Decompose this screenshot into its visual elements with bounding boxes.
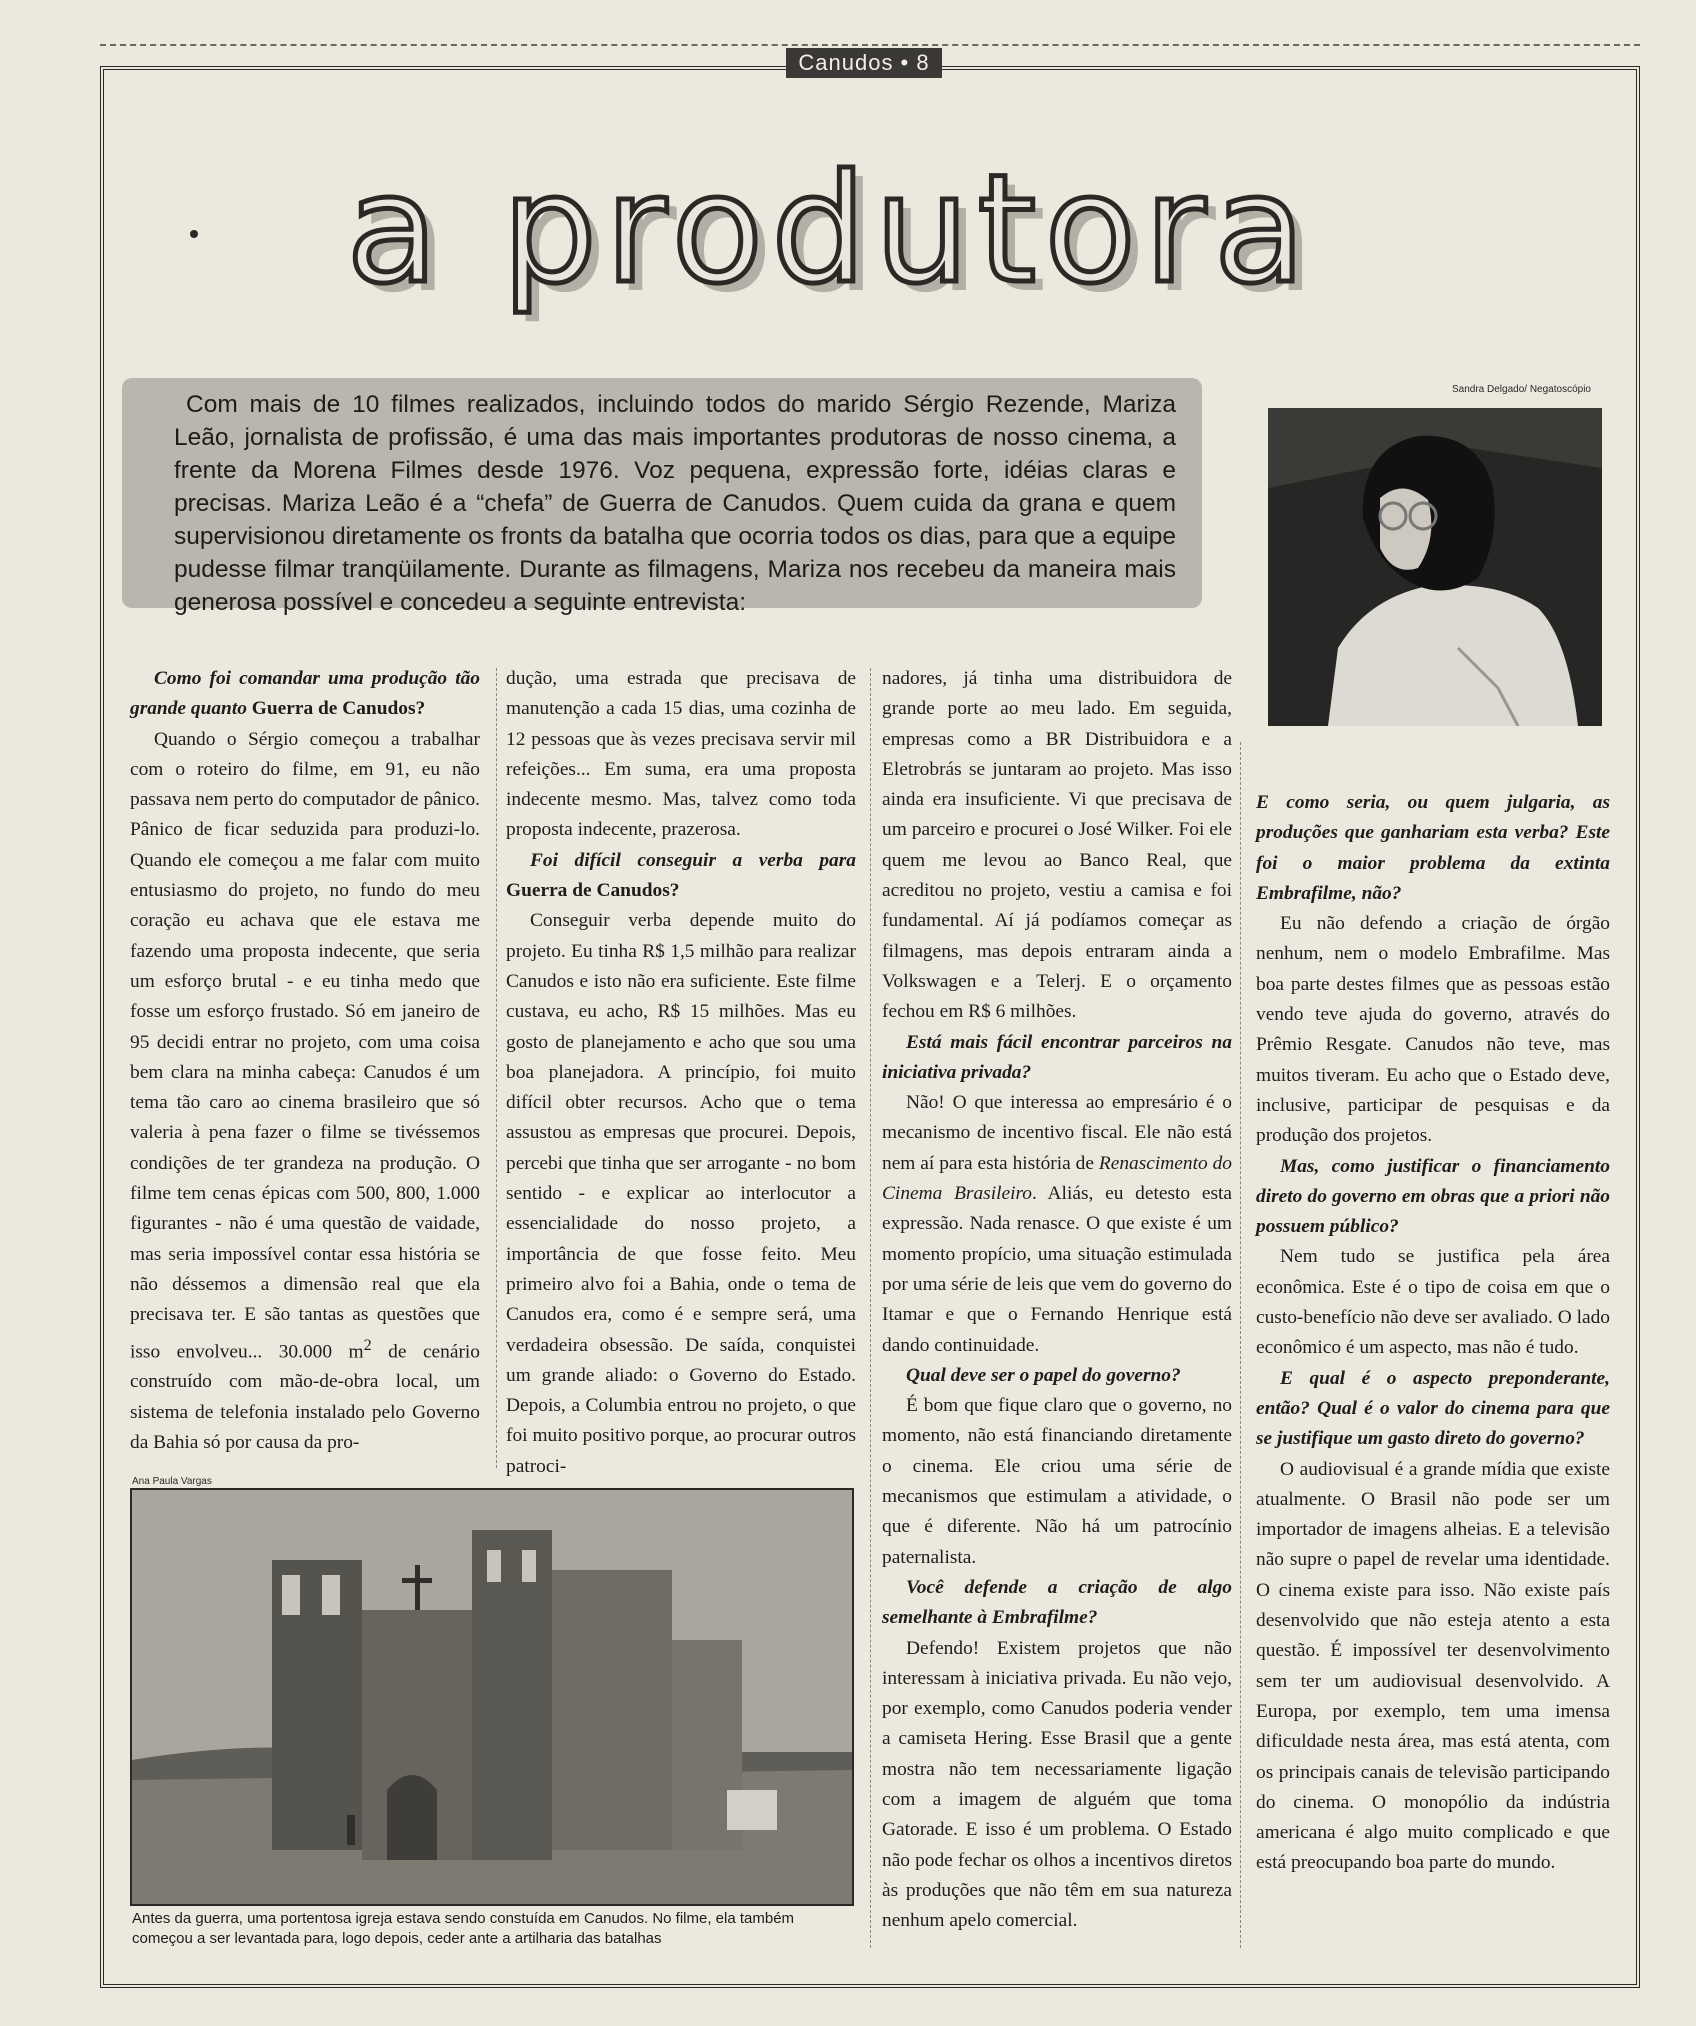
interview-column-1 (130, 664, 480, 1458)
interview-question: Você defende a criação de algo semelhante à Embrafilme? (882, 1576, 1232, 1629)
interview-answer (130, 725, 480, 1459)
top-dashed-rule (100, 44, 1640, 46)
interview-answer (882, 1088, 1232, 1361)
interview-column-4 (1256, 788, 1610, 1879)
church-photo-credit: Ana Paula Vargas (132, 1476, 212, 1487)
interview-answer: Defendo! Existem projetos que não interessam à iniciativa privada. Eu não vejo, por exemplo, como Canudos poderia vender a camiseta Hering. Esse Brasil que a gente mostra não tem necessariamente ligação com a imagem de alguém que toma Gatorade. E isso é um problema. O Estado não pode fechar os olhos a incentivos diretos às produções que não têm em sua natureza nenhum apelo comercial. (882, 1637, 1232, 1932)
question-text: Foi difícil conseguir a verba para (530, 849, 856, 871)
interview-column-2 (506, 664, 856, 1482)
headline (150, 130, 1510, 340)
interview-answer: Eu não defendo a criação de órgão nenhum, nem o modelo Embrafilme. Mas boa parte destes filmes que as pessoas estão vendo teve ajuda do governo, através do Prêmio Resgate. Canudos não teve, mas muitos tiveram. Eu acho que o Estado deve, inclusive, participar de pesquisas e da produção dos projetos. (1256, 913, 1610, 1147)
interview-answer: É bom que fique claro que o governo, no momento, não está financiando diretamente o cinema. Ele criou uma série de mecanismos que estimulam a atividade, o que é diferente. Não há um patrocínio paternalista. (882, 1395, 1232, 1568)
column-divider-2 (870, 668, 871, 1948)
church-photo (130, 1488, 854, 1906)
portrait-credit: Sandra Delgado/ Negatoscópio (1452, 384, 1591, 395)
interview-question: Qual deve ser o papel do governo? (906, 1364, 1181, 1386)
question-film-title: Guerra de Canudos? (251, 698, 426, 720)
intro-box (122, 378, 1202, 616)
column-divider-1 (496, 668, 497, 1468)
interview-answer: Conseguir verba depende muito do projeto. Eu tinha R$ 1,5 milhão para realizar Canudos e isto não era suficiente. Este filme custava, eu acho, R$ 15 milhões. Mas eu gosto de planejamento e acho que sou uma boa planejadora. A princípio, foi muito difícil obter recursos. Acho que o tema assustou as empresas que procurei. Depois, percebi que tinha que ser arrogante - no bom sentido - e explicar ao interlocutor a essencialidade do nosso projeto, a importância de que fosse feito. Meu primeiro alvo foi a Bahia, onde o tema de Canudos era, como é e sempre será, uma verdadeira obsessão. De saída, conquistei um grande aliado: o Governo do Estado. Depois, a Columbia entrou no projeto, o que foi muito positivo porque, ao procurar outros patroci- (506, 910, 856, 1477)
answer-text: Não! O que interessa ao empresário é o mecanismo de incentivo fiscal. Ele não está nem aí para esta história de (882, 1092, 1232, 1174)
superscript: 2 (363, 1336, 372, 1354)
interview-column-3 (882, 664, 1232, 1936)
answer-text: Quando o Sérgio começou a trabalhar com o roteiro do filme, em 91, eu não passava nem perto do computador de pânico. Pânico de ficar seduzida para produzi-lo. Quando ele começou a me falar com muito entusiasmo do projeto, no fundo do meu coração eu achava que ele estava me fazendo uma proposta indecente, que seria um esforço brutal - e eu tinha medo que fosse um esforço frustado. Só em janeiro de 95 decidi entrar no projeto, com uma coisa bem clara na minha cabeça: Canudos é um tema tão caro ao cinema brasileiro que só valeria à pena fazer o filme se tivéssemos condições de ter grandeza na produção. O filme tem cenas épicas com 500, 800, 1.000 figurantes - não é uma questão de vaidade, mas seria impossível contar essa história se não déssemos a dimensão real que ela precisava ter. E são tantas as questões que isso envolveu... 30.000 m (130, 728, 480, 1362)
interview-question: Mas, como justificar o financiamento direto do governo em obras que a priori não possuem público? (1256, 1155, 1610, 1238)
interview-question: E como seria, ou quem julgaria, as produções que ganhariam esta verba? Este foi o maior problema da extinta Embrafilme, não? (1256, 792, 1610, 904)
section-page-tab: Canudos • 8 (786, 48, 942, 78)
portrait-image (1268, 408, 1602, 726)
interview-answer: O audiovisual é a grande mídia que existe atualmente. O Brasil não pode ser um importador de imagens alheias. E a televisão não supre o papel de revelar uma identidade. O cinema existe para isso. Não existe país desenvolvido que não esteja atento a esta questão. É impossível ter desenvolvimento sem ter um audiovisual desenvolvido. A Europa, por exemplo, tem uma imensa dificuldade nesta área, mas está atenta, com os principais canais de televisão participando do cinema. O monopólio da indústria americana é algo muito complicado e que está preocupando boa parte do mundo. (1256, 1458, 1610, 1874)
portrait-photo (1268, 408, 1602, 726)
interview-question: Está mais fácil encontrar parceiros na iniciativa privada? (882, 1031, 1232, 1083)
answer-text: de cenário construído com mão-de-obra local, um sistema de telefonia instalado pelo Governo da Bahia só por causa da pro- (130, 1341, 480, 1453)
interview-answer-continued: dução, uma estrada que precisava de manutenção a cada 15 dias, uma cozinha de 12 pessoas que às vezes precisava servir mil refeições... Em suma, era uma proposta indecente mesmo. Mas, talvez como toda proposta indecente, prazerosa. (506, 668, 856, 841)
headline-title: a produtora (346, 143, 1314, 317)
interview-question (506, 846, 856, 907)
question-film-title: Guerra de Canudos? (506, 880, 680, 902)
answer-text: . Aliás, eu detesto esta expressão. Nada renasce. O que existe é um momento propício, uma situação estimulada por uma série de leis que vem do governo do Itamar e que o Fernando Henrique está dando continuidade. (882, 1183, 1232, 1356)
church-photo-caption: Antes da guerra, uma portentosa igreja estava sendo constuída em Canudos. No filme, ela também começou a ser levantada para, logo depois, ceder ante a artilharia das batalhas (132, 1910, 795, 1947)
church-image (132, 1490, 852, 1904)
intro-text: Com mais de 10 filmes realizados, incluindo todos do marido Sérgio Rezende, Mariza Leão, jornalista de profissão, é uma das mais importantes produtoras de nosso cinema, a frente da Morena Filmes desde 1976. Voz pequena, expressão forte, idéias claras e precisas. Mariza Leão é a “chefa” de Guerra de Canudos. Quem cuida da grana e quem supervisionou diretamente os fronts da batalha que ocorria todos os dias, para que a equipe pudesse filmar tranqüilamente. Durante as filmagens, Mariza nos recebeu da maneira mais generosa possível e concedeu a seguinte entrevista: (174, 391, 1176, 616)
interview-answer: Nem tudo se justifica pela área econômica. Este é o tipo de coisa em que o custo-benefício não deve ser avaliado. O lado econômico é um aspecto, mas não é tudo. (1256, 1246, 1610, 1359)
interview-answer-continued: nadores, já tinha uma distribuidora de grande porte ao meu lado. Em seguida, empresas como a BR Distribuidora e a Eletrobrás se juntaram ao projeto. Mas isso ainda era insuficiente. Vi que precisava de um parceiro e procurei o José Wilker. Foi ele quem me levou ao Banco Real, que acreditou no projeto, vestiu a camisa e foi fundamental. Aí já podíamos começar as filmagens, mas depois entraram ainda a Volkswagen e a Telerj. E o orçamento fechou em R$ 6 milhões. (882, 668, 1232, 1023)
interview-question: E qual é o aspecto preponderante, então? Qual é o valor do cinema para que se justifique um gasto direto do governo? (1256, 1367, 1610, 1450)
answer-emphasis: Renascimento do Cinema Brasileiro (882, 1152, 1232, 1205)
column-divider-3 (1240, 742, 1241, 1948)
question-text: Como foi comandar uma produção tão grande quanto (130, 668, 480, 720)
interview-question (130, 664, 480, 725)
